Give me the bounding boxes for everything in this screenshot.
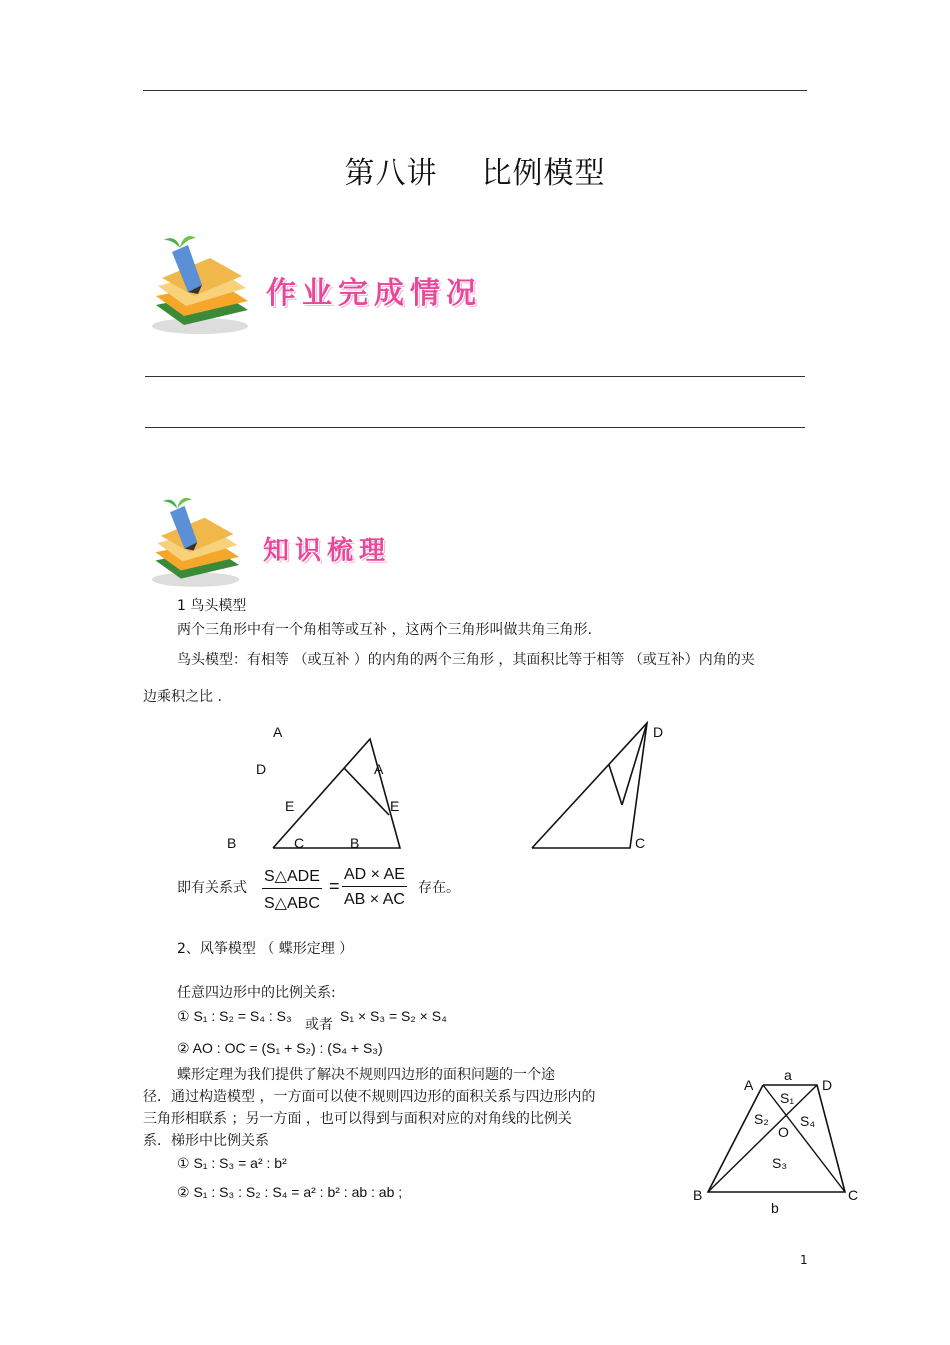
title-main: 第八讲 [344,156,438,191]
fig1-label-A2: A [374,761,384,777]
trap-label-S1: S₁ [780,1090,795,1106]
fraction-sides-numerator: AD × AE [342,866,407,887]
trap-label-C: C [848,1187,859,1203]
fig2-label-C: C [635,835,646,851]
trap-label-A: A [744,1077,754,1093]
bird-head-figure-1 [265,730,415,855]
section2-para3: 三角形相联系 ；另一方面 ，也可以得到与面积对应的对角线的比例关 [143,1111,572,1127]
section2-heading: 2、风筝模型 （ 蝶形定理 ） [177,941,354,957]
header-rule [143,90,807,91]
fig1-label-D: D [256,761,267,777]
page-title [0,148,950,192]
section2-item2: ② AO : OC = (S₁ + S₂) : (S₄ + S₃) [177,1040,383,1056]
knowledge-badge-text: 知识梳理 [263,536,392,566]
knowledge-badge [150,490,250,590]
trap-label-b: b [771,1200,779,1216]
fraction-area-numerator: S△ADE [262,866,322,889]
trapezoid-ratio-1: ① S₁ : S₃ = a² : b² [177,1155,287,1171]
section2-para1: 蝶形定理为我们提供了解决不规则四边形的面积问题的一个途 [177,1067,555,1083]
trap-label-B: B [693,1187,703,1203]
title-sub: 比例模型 [481,156,606,191]
fraction-sides-denominator: AB × AC [344,891,405,908]
relation-prefix: 即有关系式 [177,880,247,896]
trap-label-S3: S₃ [772,1155,788,1171]
trap-label-S2: S₂ [754,1111,769,1127]
section2-intro: 任意四边形中的比例关系: [177,985,336,1001]
section2-item1-or: 或者 [305,1017,333,1033]
trap-label-D: D [822,1077,833,1093]
books-icon [150,230,260,335]
fraction-area-denominator: S△ABC [264,895,320,912]
blank-rule-2 [145,427,805,428]
section2-para2: 径．通过构造模型 ，一方面可以使不规则四边形的面积关系与四边形内的 [143,1089,596,1105]
fraction-sides [342,866,407,909]
fig1-label-A: A [273,724,283,740]
trap-label-S4: S₄ [800,1113,816,1129]
section2-item1-b: S₁ × S₃ = S₂ × S₄ [340,1008,447,1024]
homework-badge-text: 作业完成情况 [266,276,482,311]
trapezoid-ratio-2: ② S₁ : S₃ : S₂ : S₄ = a² : b² : ab : ab ; [177,1184,403,1200]
section1-heading: 1 鸟头模型 [177,598,247,614]
section1-line3: 边乘积之比 . [143,689,222,705]
fig2-label-D: D [653,724,664,740]
fraction-area [262,866,322,913]
fig1-label-B2: B [350,835,360,851]
fig1-label-B: B [227,835,237,851]
section1-line2: 鸟头模型：有相等 （或互补 ）的内角的两个三角形 ，其面积比等于相等 （或互补）内角的夹 [177,652,755,668]
books-icon [150,490,250,590]
section1-line1: 两个三角形中有一个角相等或互补 ，这两个三角形叫做共角三角形. [177,622,592,638]
section2-para4: 系．梯形中比例关系 [143,1133,269,1149]
homework-badge [150,230,260,335]
bird-head-figure-2 [525,718,655,853]
relation-suffix: 存在。 [418,880,460,896]
blank-rule-1 [145,376,805,377]
relation-equals: = [329,876,340,896]
fig1-label-E: E [285,798,295,814]
fig1-label-C: C [294,835,305,851]
fig1-label-E2: E [390,798,400,814]
trap-label-O: O [778,1124,789,1140]
section2-item1: ① S₁ : S₂ = S₄ : S₃ [177,1008,292,1024]
trap-label-a: a [784,1067,792,1083]
page-number: 1 [800,1253,808,1267]
